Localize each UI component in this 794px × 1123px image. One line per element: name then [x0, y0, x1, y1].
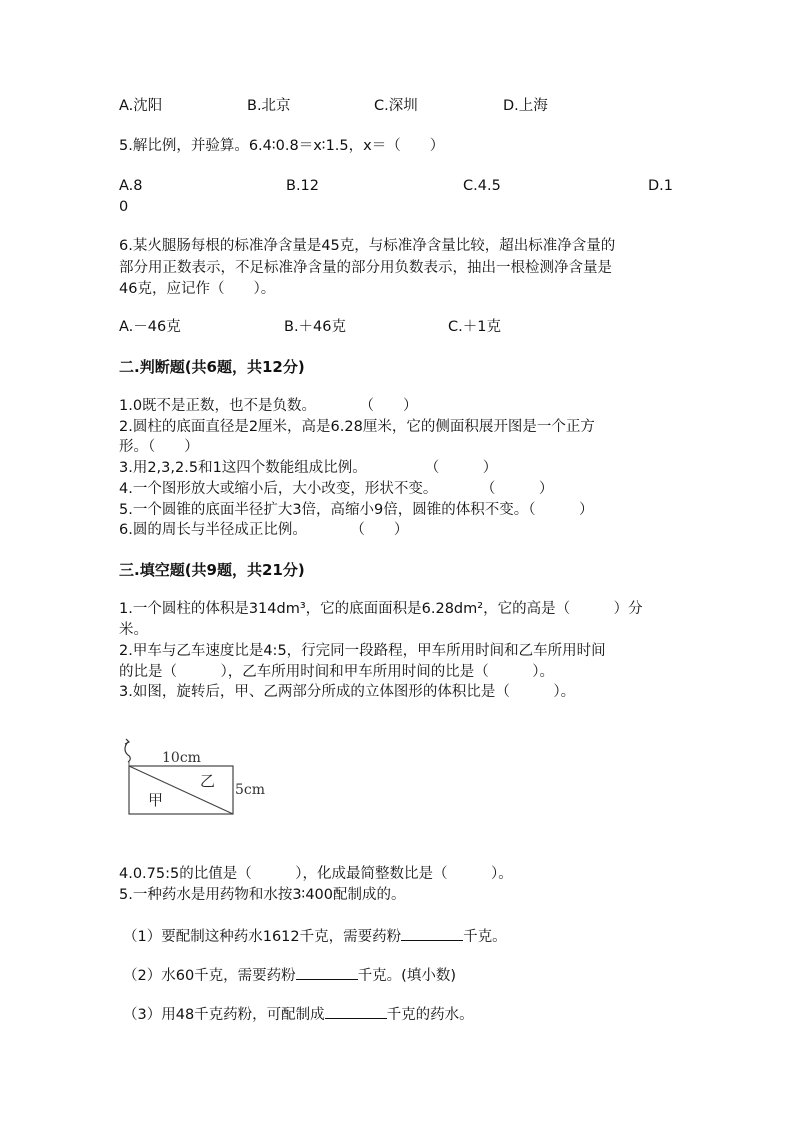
part-jia-label: 甲: [148, 791, 164, 809]
judge-q2-line-1: 2.圆柱的底面直径是2厘米，高是6.28厘米，它的侧面积展开图是一个正方: [119, 419, 595, 435]
q6-option-b: B.＋46克: [284, 319, 347, 335]
fill-q5-stem: 5.一种药水是用药物和水按3∶400配制成的。: [119, 887, 406, 903]
q6-option-a: A.－46克: [119, 319, 181, 335]
fill-q5-sub-2-after: 千克。(填小数): [357, 968, 457, 984]
section2-title: 二.判断题(共6题，共12分): [119, 358, 305, 376]
answer-blank[interactable]: [325, 1003, 387, 1019]
q5-option-b: B.12: [286, 178, 320, 194]
fill-q5-sub-3-before: （3）用48千克药粉，可配制成: [123, 1007, 325, 1023]
section3-title: 三.填空题(共9题，共21分): [119, 561, 305, 579]
answer-blank[interactable]: [401, 925, 463, 941]
judge-q1: 1.0既不是正数，也不是负数。 （ ）: [119, 398, 418, 414]
fill-q5-sub-3-after: 千克的药水。: [386, 1007, 474, 1023]
side-length-label: 5cm: [235, 782, 266, 798]
fill-q2-line-1: 2.甲车与乙车速度比是4:5，行完同一段路程，甲车所用时间和乙车所用时间: [119, 643, 606, 659]
fill-q5-sub-1: [123, 925, 507, 947]
judge-q5: 5.一个圆锥的底面半径扩大3倍，高缩小9倍，圆锥的体积不变。（ ）: [119, 502, 594, 518]
fill-q4: 4.0.75:5的比值是（ ），化成最简整数比是（ ）。: [119, 866, 513, 882]
judge-q6: 6.圆的周长与半径成正比例。 （ ）: [119, 522, 409, 538]
fill-q3: 3.如图，旋转后，甲、乙两部分所成的立体图形的体积比是（ ）。: [119, 684, 576, 700]
q6-line-2: 部分用正数表示，不足标准净含量的部分用负数表示，抽出一根检测净含量是: [119, 260, 612, 276]
diagonal: [129, 766, 233, 814]
q4-option-a: A.沈阳: [119, 98, 163, 114]
q4-option-d: D.上海: [503, 98, 548, 114]
top-length-label: 10cm: [162, 750, 201, 766]
fill-q5-sub-3: [123, 1003, 474, 1025]
rotation-arrow-icon: [125, 739, 130, 762]
judge-q3: 3.用2,3,2.5和1这四个数能组成比例。 （ ）: [119, 460, 498, 476]
fill-q1-line-1: 1.一个圆柱的体积是314dm³，它的底面面积是6.28dm²，它的高是（ ）分: [119, 601, 643, 617]
q5-stem: 5.解比例，并验算。6.4∶0.8＝x∶1.5，x＝（ ）: [119, 138, 445, 154]
q5-option-d-wrap: 0: [119, 199, 129, 215]
fill-q5-sub-2: [123, 964, 456, 986]
q4-option-b: B.北京: [247, 98, 291, 114]
judge-q2-line-2: 形。（ ）: [119, 439, 199, 455]
q6-line-3: 46克，应记作（ ）。: [119, 281, 276, 297]
part-yi-label: 乙: [200, 772, 216, 790]
q4-option-c: C.深圳: [374, 98, 418, 114]
fill-q5-sub-1-before: （1）要配制这种药水1612千克，需要药粉: [123, 929, 402, 945]
q6-option-c: C.＋1克: [448, 319, 501, 335]
q5-option-d: D.1: [648, 178, 673, 194]
q6-line-1: 6.某火腿肠每根的标准净含量是45克，与标准净含量比较，超出标准净含量的: [119, 238, 616, 254]
fill-q5-sub-1-after: 千克。: [463, 929, 507, 945]
judge-q4: 4.一个图形放大或缩小后，大小改变，形状不变。 （ ）: [119, 481, 554, 497]
fill-q1-line-2: 米。: [119, 622, 148, 638]
fill-q5-sub-2-before: （2）水60千克，需要药粉: [123, 968, 296, 984]
q5-option-a: A.8: [119, 178, 143, 194]
answer-blank[interactable]: [296, 964, 358, 980]
fill-q2-line-2: 的比是（ ），乙车所用时间和甲车所用时间的比是（ ）。: [119, 664, 554, 680]
rectangle-rotation-figure: [118, 738, 288, 824]
q5-option-c: C.4.5: [463, 178, 501, 194]
